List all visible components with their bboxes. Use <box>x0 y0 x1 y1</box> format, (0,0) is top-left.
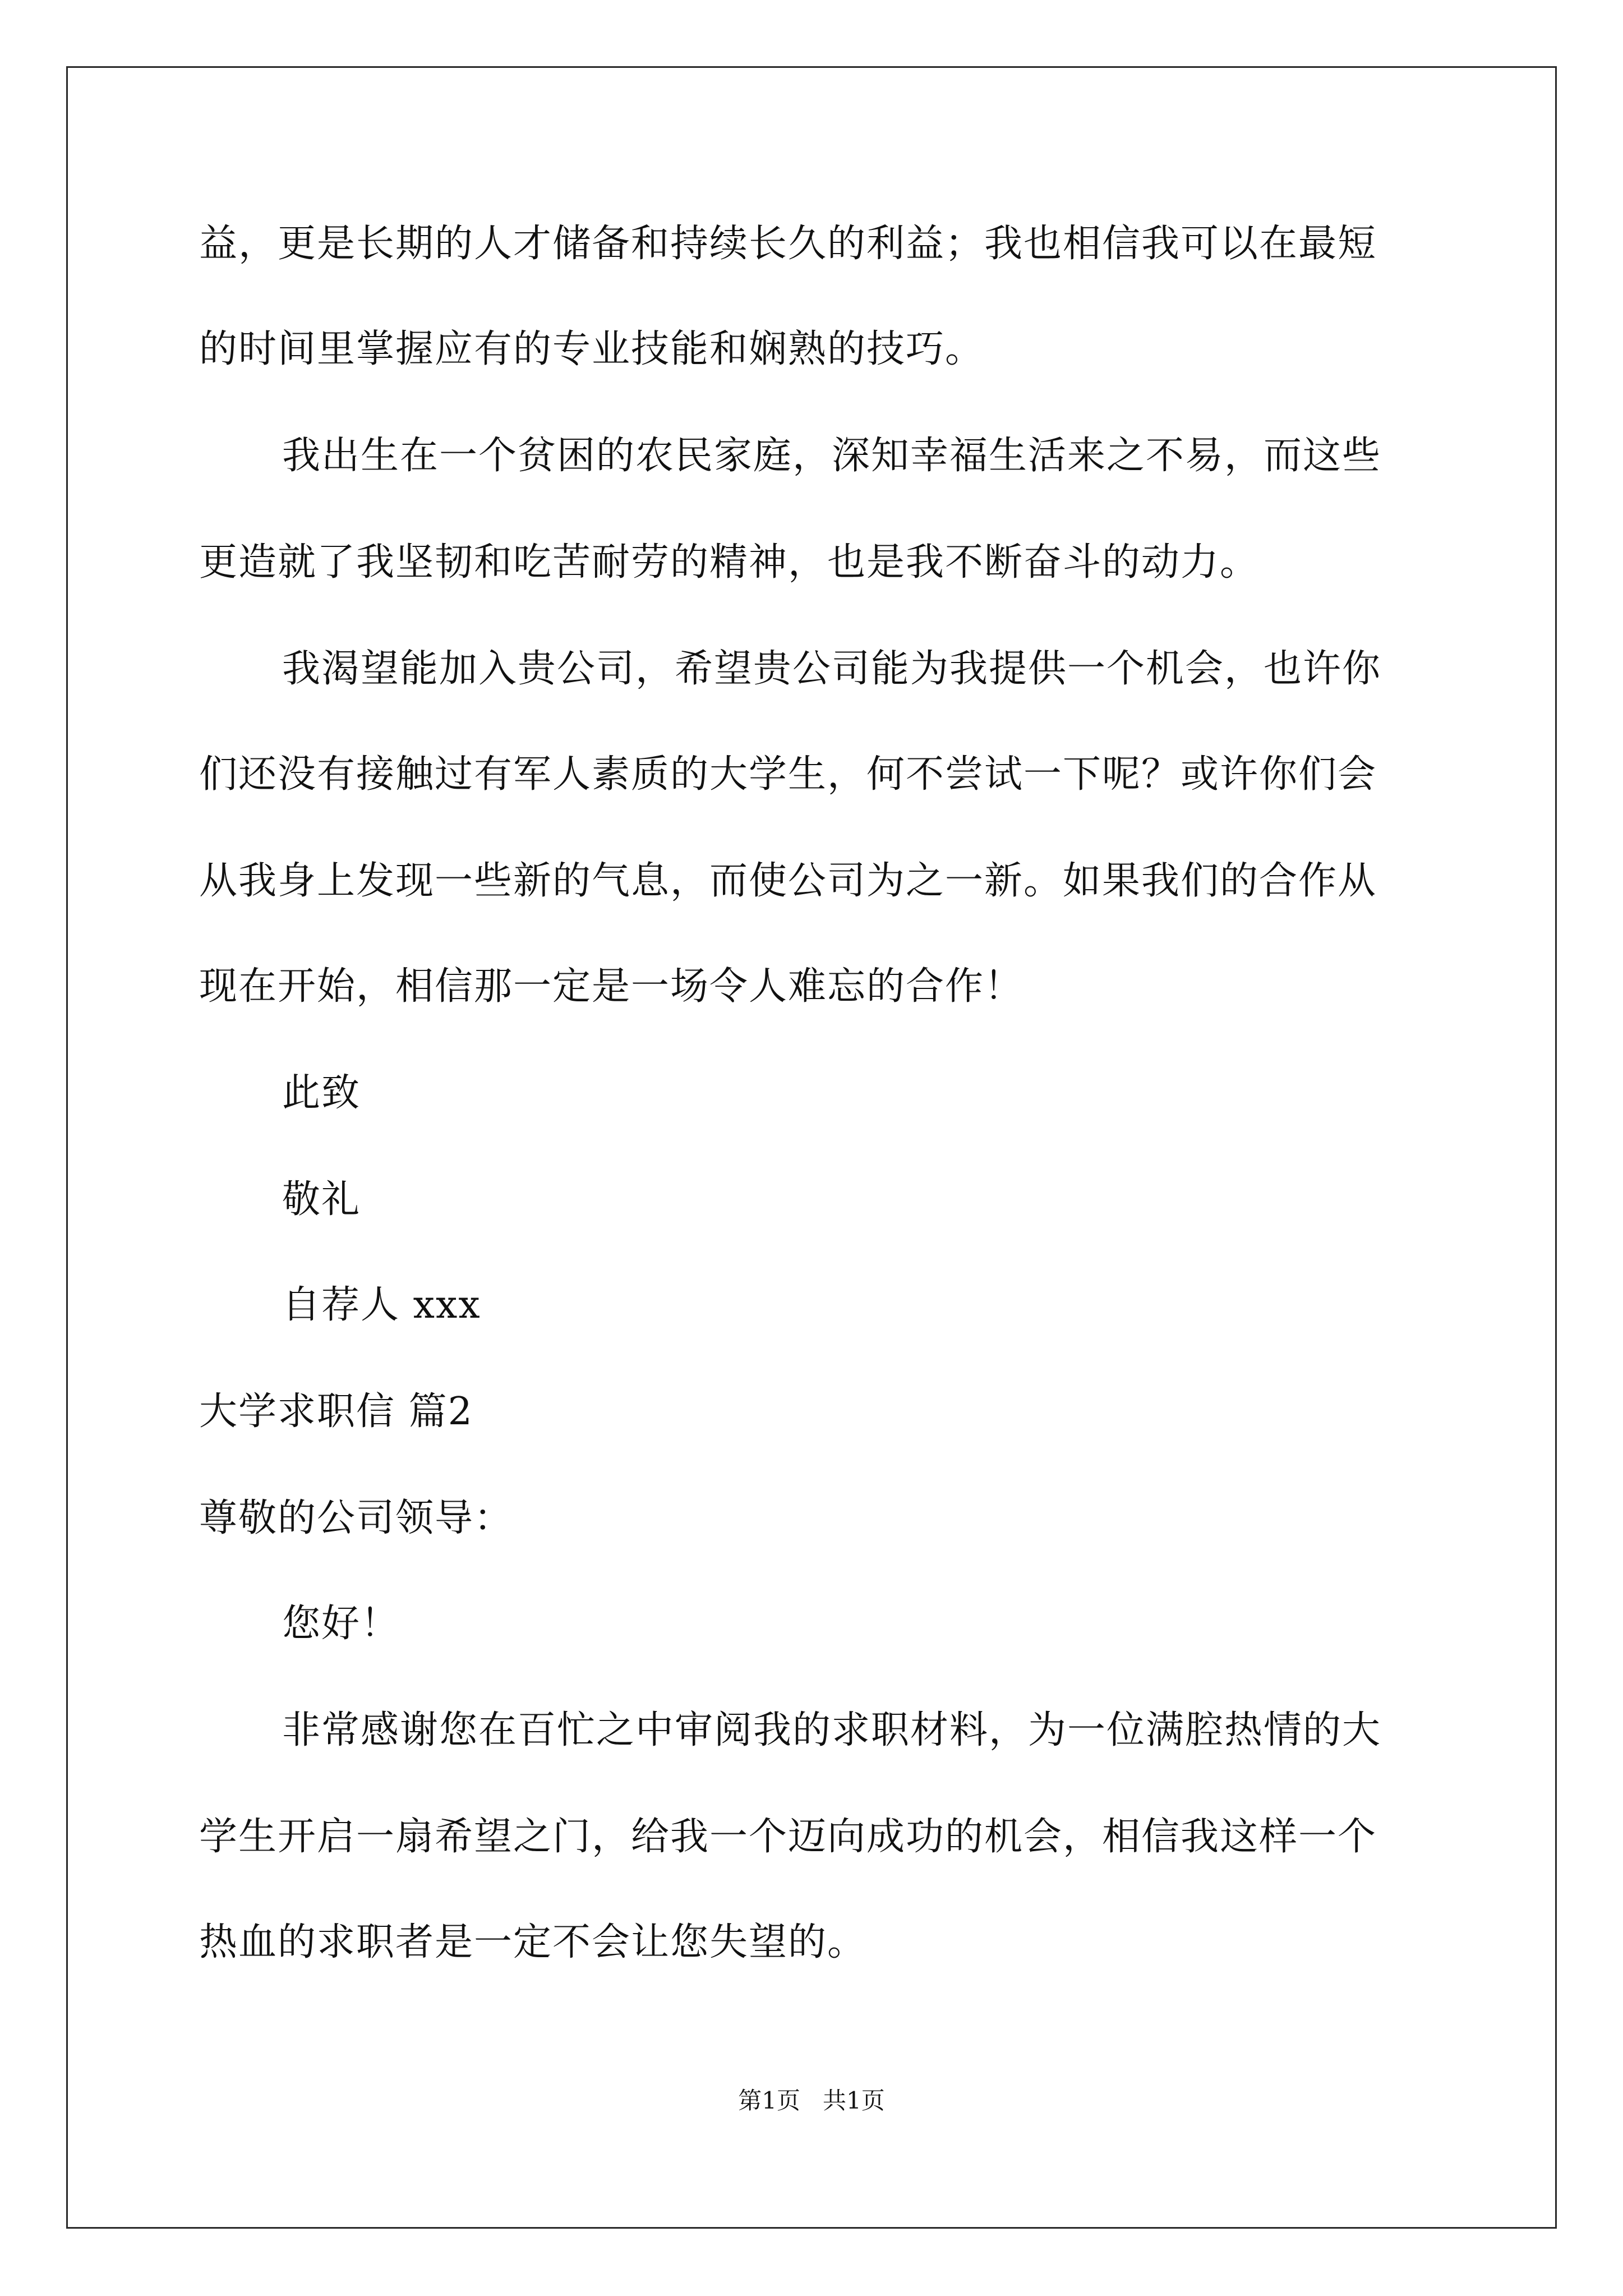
body-line-8: 现在开始，相信那一定是一场令人难忘的合作！ <box>199 964 1024 1009</box>
page-footer: 第1页 共1页 <box>738 2087 885 2114</box>
body-line-10: 学生开启一扇希望之门，给我一个迈向成功的机会，相信我这样一个 <box>199 1815 1377 1859</box>
body-line-11: 热血的求职者是一定不会让您失望的。 <box>199 1920 867 1964</box>
body-line-2: 的时间里掌握应有的专业技能和娴熟的技巧。 <box>199 327 985 371</box>
page-border <box>66 66 1557 2229</box>
body-line-7: 从我身上发现一些新的气息，而使公司为之一新。如果我们的合作从 <box>199 859 1377 903</box>
section-heading: 大学求职信 篇2 <box>199 1389 473 1434</box>
body-line-5: 我渴望能加入贵公司，希望贵公司能为我提供一个机会，也许你 <box>282 647 1382 691</box>
body-line-4: 更造就了我坚韧和吃苦耐劳的精神，也是我不断奋斗的动力。 <box>199 540 1260 585</box>
greeting-recipient: 尊敬的公司领导： <box>199 1496 514 1540</box>
body-line-1: 益，更是长期的人才储备和持续长久的利益；我也相信我可以在最短 <box>199 222 1377 266</box>
greeting-hello: 您好！ <box>282 1602 400 1646</box>
closing-salutation: 此致 <box>282 1071 361 1115</box>
body-line-6: 们还没有接触过有军人素质的大学生，何不尝试一下呢？或许你们会 <box>199 752 1377 797</box>
closing-regards: 敬礼 <box>282 1177 361 1222</box>
body-line-9: 非常感谢您在百忙之中审阅我的求职材料，为一位满腔热情的大 <box>282 1708 1382 1752</box>
body-line-3: 我出生在一个贫困的农民家庭，深知幸福生活来之不易，而这些 <box>282 434 1382 478</box>
signature-line: 自荐人 xxx <box>282 1283 481 1327</box>
